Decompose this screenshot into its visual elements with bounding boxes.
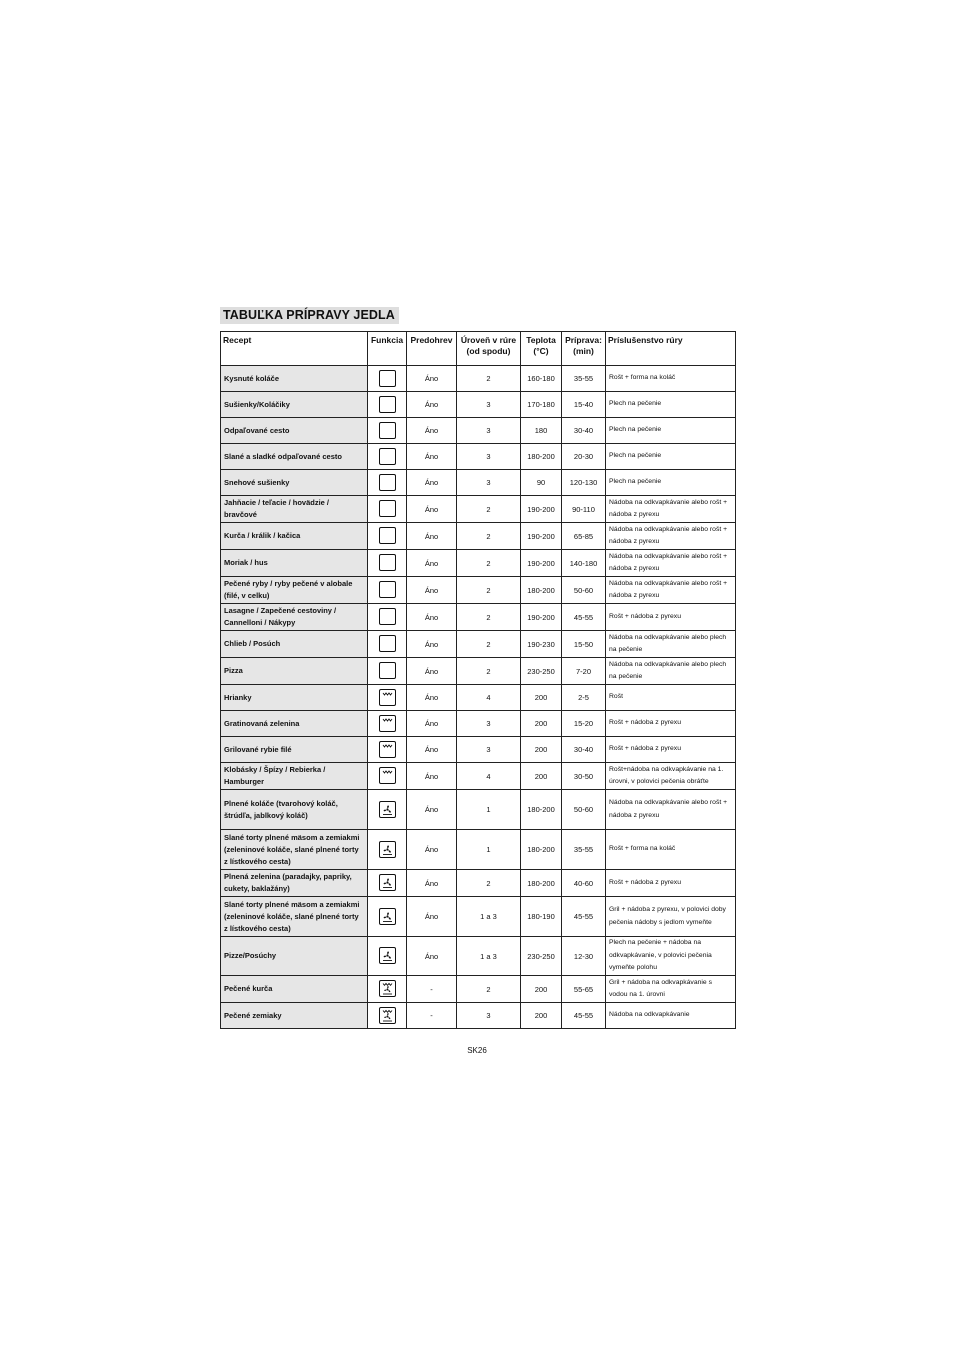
level-value: 1 a 3 <box>457 937 521 976</box>
table-row <box>221 790 736 830</box>
preheat-value: Áno <box>407 870 457 897</box>
accessories-value: Nádoba na odkvapkávanie alebo rošt + nádoba z pyrexu <box>606 577 736 604</box>
header-accessories: Príslušenstvo rúry <box>606 332 736 366</box>
preheat-value: Áno <box>407 550 457 577</box>
accessories-value: Plech na pečenie <box>606 470 736 496</box>
header-level: Úroveň v rúre (od spodu) <box>457 332 521 366</box>
table-row <box>221 470 736 496</box>
level-value: 2 <box>457 604 521 631</box>
temperature-value: 180-200 <box>521 830 562 870</box>
time-value: 35-55 <box>562 366 606 392</box>
preheat-value: Áno <box>407 577 457 604</box>
header-temperature: Teplota (°C) <box>521 332 562 366</box>
recipe-name: Pečené kurča <box>221 976 368 1003</box>
function-cell <box>368 523 407 550</box>
function-cell <box>368 604 407 631</box>
temperature-value: 180-200 <box>521 577 562 604</box>
grill-icon <box>379 767 396 784</box>
recipe-name: Slané a sladké odpaľované cesto <box>221 444 368 470</box>
accessories-value: Rošt <box>606 685 736 711</box>
accessories-value: Nádoba na odkvapkávanie <box>606 1003 736 1029</box>
preheat-value: Áno <box>407 496 457 523</box>
header-time: Príprava: (min) <box>562 332 606 366</box>
level-value: 2 <box>457 976 521 1003</box>
recipe-name: Jahňacie / teľacie / hovädzie / bravčové <box>221 496 368 523</box>
function-cell <box>368 870 407 897</box>
function-cell <box>368 830 407 870</box>
temperature-value: 200 <box>521 711 562 737</box>
table-row <box>221 604 736 631</box>
accessories-value: Nádoba na odkvapkávanie alebo rošt + nádoba z pyrexu <box>606 523 736 550</box>
temperature-value: 170-180 <box>521 392 562 418</box>
level-value: 4 <box>457 685 521 711</box>
recipe-name: Plnené koláče (tvarohový koláč, štrúdľa, jablkový koláč) <box>221 790 368 830</box>
preheat-value: Áno <box>407 711 457 737</box>
level-value: 3 <box>457 392 521 418</box>
conventional-oven-icon <box>379 500 396 517</box>
time-value: 20-30 <box>562 444 606 470</box>
recipe-name: Plnená zelenina (paradajky, papriky, cukety, baklažány) <box>221 870 368 897</box>
level-value: 1 <box>457 830 521 870</box>
time-value: 12-30 <box>562 937 606 976</box>
accessories-value: Nádoba na odkvapkávanie alebo rošt + nádoba z pyrexu <box>606 550 736 577</box>
time-value: 30-40 <box>562 418 606 444</box>
table-row <box>221 711 736 737</box>
table-row <box>221 418 736 444</box>
preheat-value: Áno <box>407 737 457 763</box>
conventional-oven-icon <box>379 581 396 598</box>
conventional-oven-icon <box>379 422 396 439</box>
table-header-row <box>221 332 736 366</box>
level-value: 2 <box>457 366 521 392</box>
conventional-oven-icon <box>379 608 396 625</box>
time-value: 50-60 <box>562 790 606 830</box>
preheat-value: Áno <box>407 366 457 392</box>
time-value: 45-55 <box>562 1003 606 1029</box>
recipe-name: Hrianky <box>221 685 368 711</box>
time-value: 140-180 <box>562 550 606 577</box>
accessories-value: Plech na pečenie <box>606 392 736 418</box>
time-value: 30-40 <box>562 737 606 763</box>
level-value: 1 <box>457 790 521 830</box>
level-value: 3 <box>457 470 521 496</box>
recipe-table <box>220 331 736 1029</box>
temperature-value: 190-200 <box>521 523 562 550</box>
recipe-name: Moriak / hus <box>221 550 368 577</box>
table-row <box>221 1003 736 1029</box>
accessories-value: Rošt + nádoba z pyrexu <box>606 737 736 763</box>
preheat-value: Áno <box>407 604 457 631</box>
time-value: 7-20 <box>562 658 606 685</box>
header-preheat: Predohrev <box>407 332 457 366</box>
temperature-value: 190-200 <box>521 496 562 523</box>
temperature-value: 190-200 <box>521 604 562 631</box>
level-value: 3 <box>457 737 521 763</box>
table-row <box>221 737 736 763</box>
temperature-value: 200 <box>521 737 562 763</box>
level-value: 3 <box>457 711 521 737</box>
recipe-name: Pizze/Posúchy <box>221 937 368 976</box>
function-cell <box>368 444 407 470</box>
level-value: 3 <box>457 418 521 444</box>
function-cell <box>368 897 407 937</box>
function-cell <box>368 976 407 1003</box>
time-value: 2-5 <box>562 685 606 711</box>
function-cell <box>368 418 407 444</box>
conventional-oven-icon <box>379 370 396 387</box>
level-value: 2 <box>457 658 521 685</box>
preheat-value: Áno <box>407 685 457 711</box>
turbo-grill-icon <box>379 980 396 997</box>
preheat-value: Áno <box>407 763 457 790</box>
recipe-name: Kurča / králik / kačica <box>221 523 368 550</box>
preheat-value: Áno <box>407 658 457 685</box>
grill-icon <box>379 715 396 732</box>
time-value: 45-55 <box>562 604 606 631</box>
preheat-value: Áno <box>407 470 457 496</box>
function-cell <box>368 577 407 604</box>
temperature-value: 230-250 <box>521 937 562 976</box>
fan-oven-icon <box>379 801 396 818</box>
function-cell <box>368 496 407 523</box>
accessories-value: Rošt + nádoba z pyrexu <box>606 870 736 897</box>
accessories-value: Rošt + nádoba z pyrexu <box>606 711 736 737</box>
function-cell <box>368 737 407 763</box>
conventional-oven-icon <box>379 635 396 652</box>
preheat-value: - <box>407 976 457 1003</box>
function-cell <box>368 790 407 830</box>
preheat-value: Áno <box>407 444 457 470</box>
table-row <box>221 763 736 790</box>
accessories-value: Plech na pečenie <box>606 418 736 444</box>
time-value: 15-50 <box>562 631 606 658</box>
temperature-value: 90 <box>521 470 562 496</box>
recipe-name: Odpaľované cesto <box>221 418 368 444</box>
recipe-name: Kysnuté koláče <box>221 366 368 392</box>
function-cell <box>368 631 407 658</box>
table-row <box>221 366 736 392</box>
conventional-oven-icon <box>379 554 396 571</box>
time-value: 65-85 <box>562 523 606 550</box>
accessories-value: Nádoba na odkvapkávanie alebo rošt + nádoba z pyrexu <box>606 790 736 830</box>
preheat-value: - <box>407 1003 457 1029</box>
time-value: 45-55 <box>562 897 606 937</box>
page-title: TABUĽKA PRÍPRAVY JEDLA <box>220 307 399 324</box>
recipe-name: Sušienky/Koláčiky <box>221 392 368 418</box>
conventional-oven-icon <box>379 474 396 491</box>
fan-oven-icon <box>379 908 396 925</box>
temperature-value: 180-200 <box>521 790 562 830</box>
recipe-name: Lasagne / Zapečené cestoviny / Cannelloni / Nákypy <box>221 604 368 631</box>
time-value: 90-110 <box>562 496 606 523</box>
time-value: 50-60 <box>562 577 606 604</box>
preheat-value: Áno <box>407 897 457 937</box>
level-value: 2 <box>457 577 521 604</box>
table-row <box>221 830 736 870</box>
function-cell <box>368 685 407 711</box>
level-value: 4 <box>457 763 521 790</box>
level-value: 3 <box>457 444 521 470</box>
recipe-name: Snehové sušienky <box>221 470 368 496</box>
temperature-value: 200 <box>521 1003 562 1029</box>
table-row <box>221 937 736 976</box>
preheat-value: Áno <box>407 418 457 444</box>
time-value: 15-40 <box>562 392 606 418</box>
function-cell <box>368 937 407 976</box>
fan-oven-icon <box>379 841 396 858</box>
function-cell <box>368 711 407 737</box>
table-row <box>221 658 736 685</box>
level-value: 2 <box>457 631 521 658</box>
time-value: 15-20 <box>562 711 606 737</box>
accessories-value: Nádoba na odkvapkávanie alebo plech na pečenie <box>606 658 736 685</box>
accessories-value: Gril + nádoba z pyrexu, v polovici doby pečenia nádoby s jedlom vymeňte <box>606 897 736 937</box>
recipe-name: Grilované rybie filé <box>221 737 368 763</box>
level-value: 1 a 3 <box>457 897 521 937</box>
temperature-value: 200 <box>521 763 562 790</box>
table-row <box>221 523 736 550</box>
function-cell <box>368 392 407 418</box>
accessories-value: Nádoba na odkvapkávanie alebo rošt + nádoba z pyrexu <box>606 496 736 523</box>
table-row <box>221 577 736 604</box>
recipe-name: Pečené zemiaky <box>221 1003 368 1029</box>
level-value: 3 <box>457 1003 521 1029</box>
function-cell <box>368 1003 407 1029</box>
table-row <box>221 976 736 1003</box>
accessories-value: Plech na pečenie <box>606 444 736 470</box>
time-value: 120-130 <box>562 470 606 496</box>
temperature-value: 190-230 <box>521 631 562 658</box>
function-cell <box>368 550 407 577</box>
time-value: 40-60 <box>562 870 606 897</box>
accessories-value: Plech na pečenie + nádoba na odkvapkávanie, v polovici pečenia vymeňte polohu <box>606 937 736 976</box>
accessories-value: Rošt + forma na koláč <box>606 366 736 392</box>
temperature-value: 230-250 <box>521 658 562 685</box>
recipe-name: Chlieb / Posúch <box>221 631 368 658</box>
grill-icon <box>379 689 396 706</box>
accessories-value: Rošt+nádoba na odkvapkávanie na 1. úrovni, v polovici pečenia obráťte <box>606 763 736 790</box>
conventional-oven-icon <box>379 396 396 413</box>
recipe-name: Pizza <box>221 658 368 685</box>
recipe-name: Pečené ryby / ryby pečené v alobale (filé, v celku) <box>221 577 368 604</box>
level-value: 2 <box>457 550 521 577</box>
temperature-value: 180 <box>521 418 562 444</box>
table-row <box>221 631 736 658</box>
conventional-oven-icon <box>379 662 396 679</box>
preheat-value: Áno <box>407 392 457 418</box>
accessories-value: Nádoba na odkvapkávanie alebo plech na pečenie <box>606 631 736 658</box>
fan-oven-icon <box>379 947 396 964</box>
temperature-value: 180-200 <box>521 870 562 897</box>
temperature-value: 160-180 <box>521 366 562 392</box>
function-cell <box>368 470 407 496</box>
accessories-value: Gril + nádoba na odkvapkávanie s vodou na 1. úrovni <box>606 976 736 1003</box>
temperature-value: 180-190 <box>521 897 562 937</box>
grill-icon <box>379 741 396 758</box>
level-value: 2 <box>457 870 521 897</box>
function-cell <box>368 658 407 685</box>
header-recipe: Recept <box>221 332 368 366</box>
preheat-value: Áno <box>407 523 457 550</box>
table-row <box>221 392 736 418</box>
temperature-value: 200 <box>521 685 562 711</box>
header-function: Funkcia <box>368 332 407 366</box>
fan-oven-icon <box>379 874 396 891</box>
temperature-value: 200 <box>521 976 562 1003</box>
time-value: 30-50 <box>562 763 606 790</box>
time-value: 55-65 <box>562 976 606 1003</box>
preheat-value: Áno <box>407 830 457 870</box>
level-value: 2 <box>457 496 521 523</box>
table-row <box>221 444 736 470</box>
preheat-value: Áno <box>407 937 457 976</box>
table-row <box>221 897 736 937</box>
preheat-value: Áno <box>407 631 457 658</box>
conventional-oven-icon <box>379 448 396 465</box>
temperature-value: 190-200 <box>521 550 562 577</box>
turbo-grill-icon <box>379 1007 396 1024</box>
recipe-name: Gratinovaná zelenina <box>221 711 368 737</box>
recipe-name: Klobásky / Špízy / Rebierka / Hamburger <box>221 763 368 790</box>
table-row <box>221 496 736 523</box>
page-number: SK26 <box>467 1046 487 1055</box>
accessories-value: Rošt + forma na koláč <box>606 830 736 870</box>
table-row <box>221 685 736 711</box>
conventional-oven-icon <box>379 527 396 544</box>
recipe-name: Slané torty plnené mäsom a zemiakmi (zeleninové koláče, slané plnené torty z lístkového cesta) <box>221 830 368 870</box>
recipe-name: Slané torty plnené mäsom a zemiakmi (zeleninové koláče, slané plnené torty z lístkového cesta) <box>221 897 368 937</box>
temperature-value: 180-200 <box>521 444 562 470</box>
function-cell <box>368 763 407 790</box>
level-value: 2 <box>457 523 521 550</box>
time-value: 35-55 <box>562 830 606 870</box>
table-body <box>221 366 736 1029</box>
table-row <box>221 550 736 577</box>
table-row <box>221 870 736 897</box>
accessories-value: Rošt + nádoba z pyrexu <box>606 604 736 631</box>
function-cell <box>368 366 407 392</box>
preheat-value: Áno <box>407 790 457 830</box>
